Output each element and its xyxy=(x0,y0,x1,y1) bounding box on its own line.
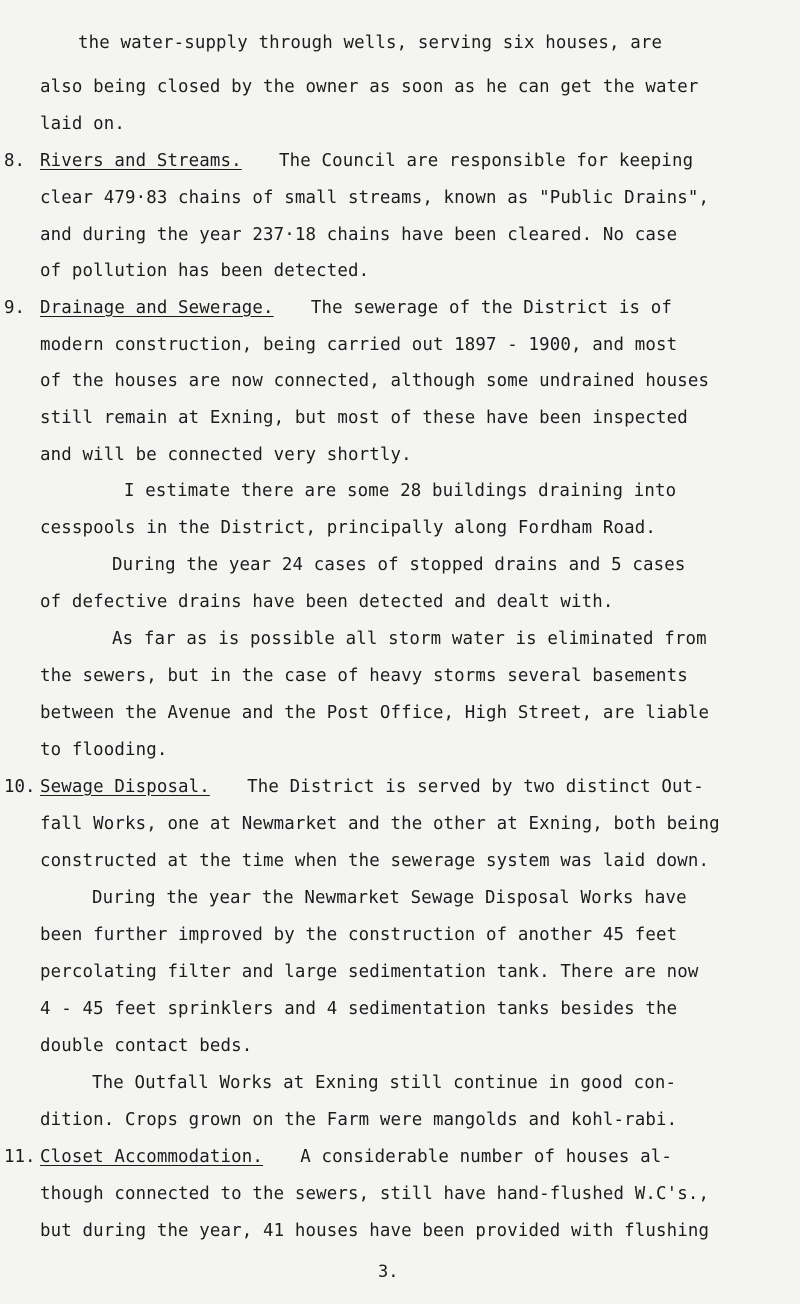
section-number: 10. xyxy=(4,777,36,797)
intro-line-2: also being closed by the owner as soon as he can get the water xyxy=(40,77,699,97)
section-line: still remain at Exning, but most of these have been inspected xyxy=(40,408,688,428)
section-line: between the Avenue and the Post Office, High Street, are liable xyxy=(40,703,710,723)
section-line: cesspools in the District, principally along Fordham Road. xyxy=(40,518,656,538)
section-line: constructed at the time when the sewerage system was laid down. xyxy=(40,851,710,871)
section-first-line xyxy=(40,1146,672,1168)
section-line: dition. Crops grown on the Farm were mangolds and kohl-rabi. xyxy=(40,1110,678,1130)
section-heading: Drainage and Sewerage. xyxy=(40,298,274,318)
section-number: 9. xyxy=(4,298,25,318)
section-line: double contact beds. xyxy=(40,1036,253,1056)
section-line: fall Works, one at Newmarket and the other at Exning, both being xyxy=(40,814,720,834)
section-line: to flooding. xyxy=(40,740,168,760)
section-text: The sewerage of the District is of xyxy=(310,298,672,318)
section-line: 4 - 45 feet sprinklers and 4 sedimentation tanks besides the xyxy=(40,999,678,1019)
section-line: and will be connected very shortly. xyxy=(40,445,412,465)
section-first-line xyxy=(40,297,672,319)
section-line: During the year the Newmarket Sewage Disposal Works have xyxy=(92,888,687,908)
section-heading: Rivers and Streams. xyxy=(40,151,242,171)
section-line: of defective drains have been detected and dealt with. xyxy=(40,592,614,612)
section-line: clear 479·83 chains of small streams, known as "Public Drains", xyxy=(40,188,710,208)
section-line: though connected to the sewers, still have hand-flushed W.C's., xyxy=(40,1184,710,1204)
section-line: modern construction, being carried out 1897 - 1900, and most xyxy=(40,335,678,355)
intro-line-1: the water-supply through wells, serving six houses, are xyxy=(78,33,663,53)
section-heading: Closet Accommodation. xyxy=(40,1147,264,1167)
section-line: As far as is possible all storm water is eliminated from xyxy=(112,629,707,649)
section-text: The District is served by two distinct Out- xyxy=(247,777,704,797)
section-line: percolating filter and large sedimentation tank. There are now xyxy=(40,962,699,982)
section-text: The Council are responsible for keeping xyxy=(279,151,694,171)
section-line: of the houses are now connected, although some undrained houses xyxy=(40,371,710,391)
section-first-line xyxy=(40,150,693,172)
section-line: of pollution has been detected. xyxy=(40,261,370,281)
section-number: 8. xyxy=(4,151,25,171)
section-line: During the year 24 cases of stopped drains and 5 cases xyxy=(112,555,686,575)
section-number: 11. xyxy=(4,1147,36,1167)
section-heading: Sewage Disposal. xyxy=(40,777,210,797)
section-first-line xyxy=(40,776,704,798)
section-line: The Outfall Works at Exning still continue in good con- xyxy=(92,1073,677,1093)
section-line: I estimate there are some 28 buildings draining into xyxy=(124,481,677,501)
section-line: the sewers, but in the case of heavy storms several basements xyxy=(40,666,688,686)
section-line: but during the year, 41 houses have been provided with flushing xyxy=(40,1221,710,1241)
intro-line-3: laid on. xyxy=(40,114,125,134)
section-text: A considerable number of houses al- xyxy=(300,1147,672,1167)
section-line: been further improved by the construction of another 45 feet xyxy=(40,925,678,945)
page-number: 3. xyxy=(378,1262,399,1282)
section-line: and during the year 237·18 chains have been cleared. No case xyxy=(40,225,678,245)
